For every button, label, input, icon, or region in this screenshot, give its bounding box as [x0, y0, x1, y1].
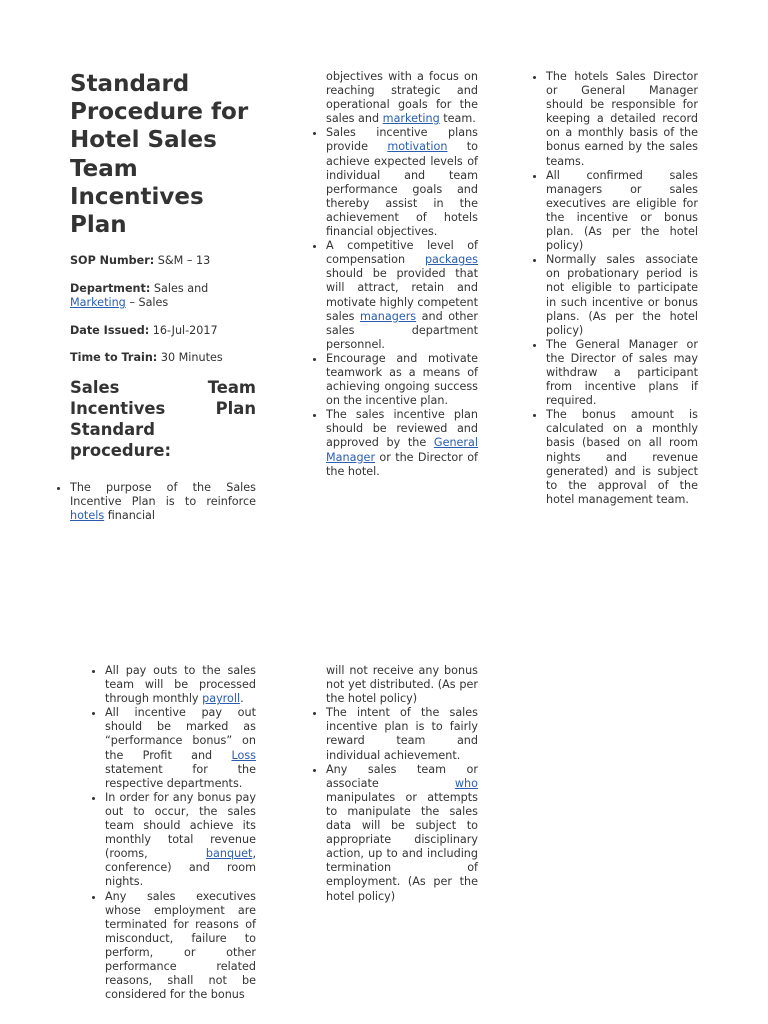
- payroll-link[interactable]: payroll: [202, 692, 241, 706]
- date-value: 16-Jul-2017: [152, 323, 218, 337]
- page2-column-2: [291, 664, 478, 904]
- department: [70, 282, 256, 310]
- list-item: • Any sales team or associate who manipulates or attempts to manipulate the sales data will be subject to appropriate disciplinary action, up to and including termination of employment. (As per the hotel policy): [326, 763, 478, 904]
- department-label: Department:: [70, 282, 151, 296]
- page1-column-3: [511, 70, 698, 507]
- list-item: • In order for any bonus pay out to occur, the sales team should achieve its monthly total revenue (rooms, banquet, conference) and room nights.: [105, 791, 256, 890]
- section-heading: Sales Team Incentives Plan Standard procedure:: [70, 377, 256, 460]
- general-manager-link[interactable]: General Manager: [326, 436, 478, 464]
- list-item: • The bonus amount is calculated on a monthly basis (based on all room nights and revenue generated) and is subject to the approval of the hotel management team.: [546, 408, 698, 507]
- list-item: objectives with a focus on reaching strategic and operational goals for the sales and marketing team.: [326, 70, 478, 126]
- motivation-link[interactable]: motivation: [387, 140, 448, 154]
- list-item: • A competitive level of compensation packages should be provided that will attract, retain and motivate highly competent sales managers and other sales department personnel.: [326, 239, 478, 352]
- marketing-link-2[interactable]: marketing: [382, 112, 440, 126]
- list-item: • The purpose of the Sales Incentive Plan is to reinforce hotels financial: [70, 481, 256, 523]
- department-text: Sales and: [153, 282, 209, 296]
- department-text-2: – Sales: [125, 296, 169, 310]
- list-item: • The hotels Sales Director or General Manager should be responsible for keeping a detailed record on a monthly basis of the bonus earned by the sales teams.: [546, 70, 698, 169]
- time-to-train: [70, 351, 256, 365]
- list-item: • All pay outs to the sales team will be processed through monthly payroll.: [105, 664, 256, 706]
- hotels-link[interactable]: hotels: [70, 508, 105, 522]
- banquet-link[interactable]: banquet: [205, 847, 253, 861]
- marketing-link[interactable]: Marketing: [70, 296, 126, 310]
- list-item: • All incentive pay out should be marked as “performance bonus” on the Profit and Loss statement for the respective departments.: [105, 706, 256, 791]
- date-label: Date Issued:: [70, 323, 150, 337]
- page1-col3-list: [511, 70, 698, 507]
- list-item: • All confirmed sales managers or sales executives are eligible for the incentive or bonus plan. (As per the hotel policy): [546, 169, 698, 254]
- train-value: 30 Minutes: [160, 350, 223, 364]
- page2-col2-list: [291, 706, 478, 903]
- page1-col1-list: [35, 481, 256, 523]
- list-item: • The General Manager or the Director of sales may withdraw a participant from incentive plans if required.: [546, 338, 698, 408]
- list-item: • The sales incentive plan should be reviewed and approved by the General Manager or the Director of the hotel.: [326, 408, 478, 478]
- page2-col2-continued: [291, 664, 478, 706]
- managers-link[interactable]: managers: [360, 309, 417, 323]
- page2-column-1: [70, 664, 256, 1002]
- page1-col2-continued: [291, 70, 478, 126]
- sop-value: S&M – 13: [157, 254, 211, 268]
- loss-link[interactable]: Loss: [231, 748, 256, 762]
- list-item: • Normally sales associate on probationary period is not eligible to participate in such incentive or bonus plans. (As per the hotel policy): [546, 253, 698, 338]
- page2-col1-list: [70, 664, 256, 1002]
- list-item: • Any sales executives whose employment are terminated for reasons of misconduct, failure to perform, or other performance related reasons, shall not be considered for the bonus: [105, 890, 256, 1003]
- page1-column-1: [70, 70, 256, 523]
- list-item: • Encourage and motivate teamwork as a means of achieving ongoing success on the incentive plan.: [326, 352, 478, 408]
- list-item: will not receive any bonus not yet distributed. (As per the hotel policy): [326, 664, 478, 706]
- train-label: Time to Train:: [70, 350, 158, 364]
- sop-label: SOP Number:: [70, 254, 155, 268]
- page1-col2-list: [291, 126, 478, 478]
- list-item: • The intent of the sales incentive plan is to fairly reward team and individual achievement.: [326, 706, 478, 762]
- date-issued: [70, 324, 256, 338]
- packages-link[interactable]: packages: [424, 253, 478, 267]
- page1-column-2: [291, 70, 478, 479]
- sop-number: [70, 254, 256, 268]
- document-title: Standard Procedure for Hotel Sales Team Incentives Plan: [70, 71, 249, 239]
- who-link[interactable]: who: [454, 776, 478, 790]
- list-item: • Sales incentive plans provide motivation to achieve expected levels of individual and team performance goals and thereby assist in the achievement of hotels financial objectives.: [326, 126, 478, 239]
